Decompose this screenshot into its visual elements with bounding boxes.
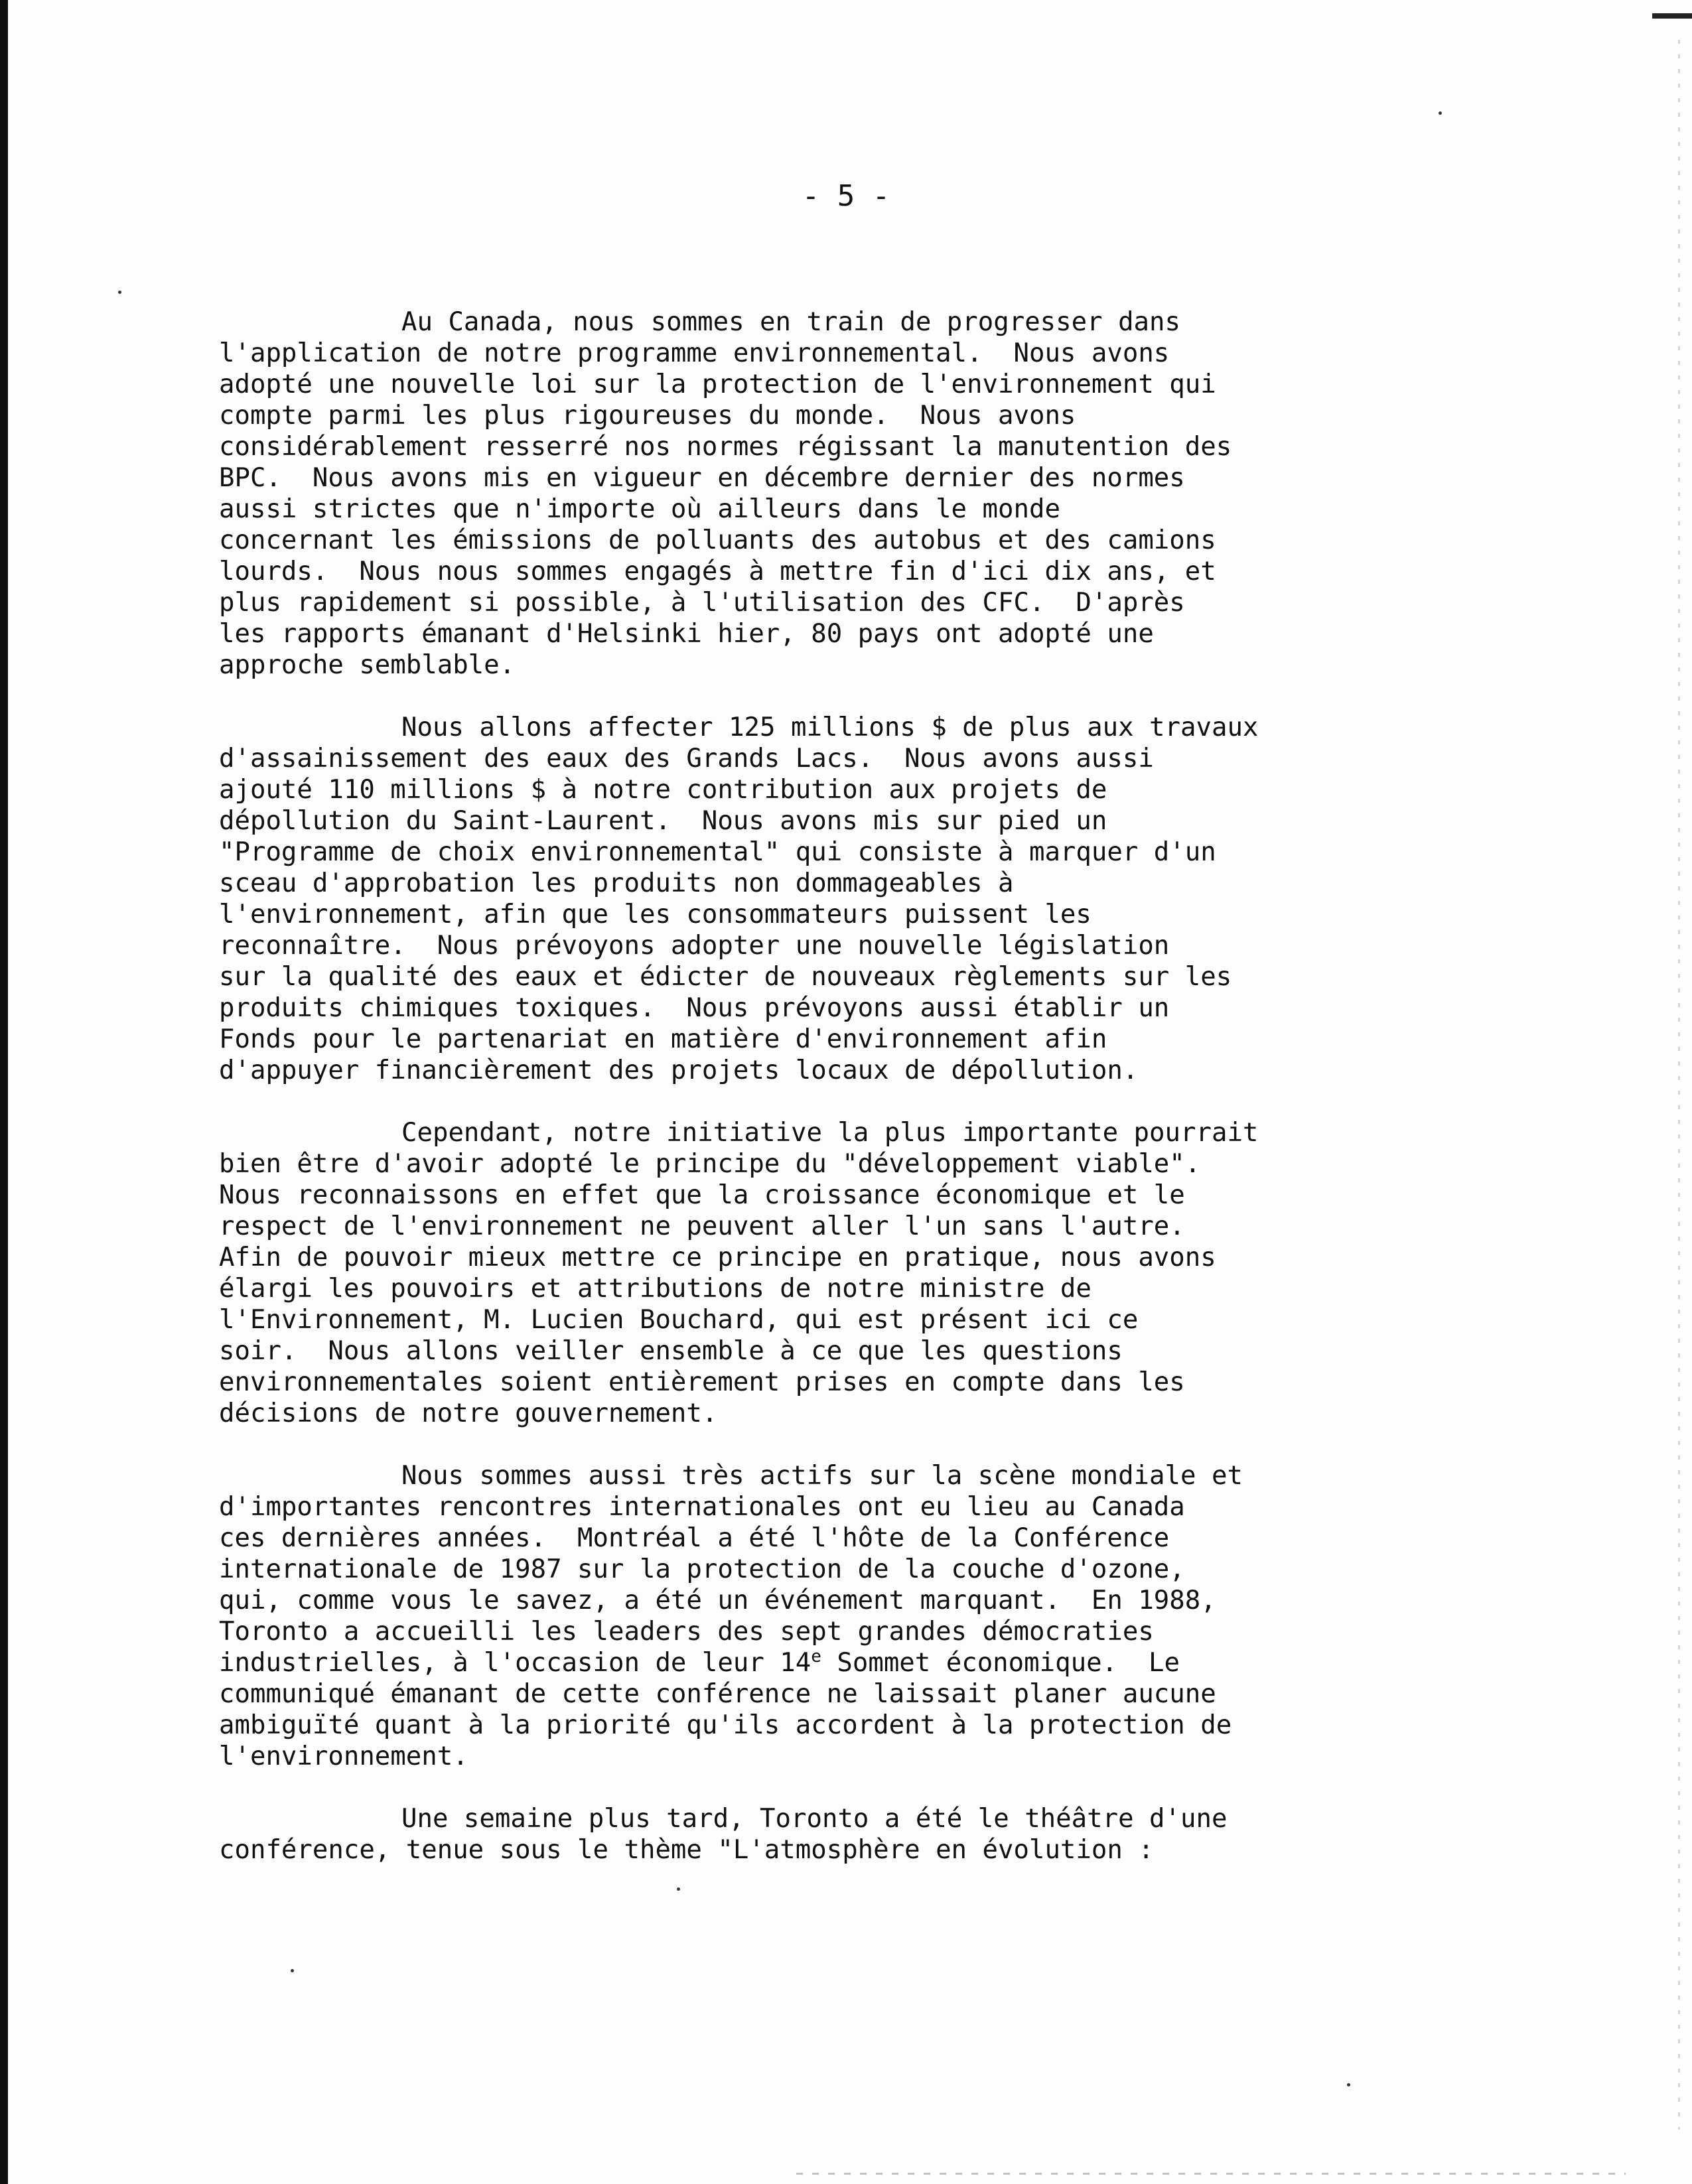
text-line: communiqué émanant de cette conférence ne laissait planer aucune (219, 1679, 1216, 1709)
scan-speck (291, 1969, 294, 1972)
text-line: considérablement resserré nos normes régissant la manutention des (219, 432, 1232, 462)
text-line: conférence, tenue sous le thème "L'atmosphère en évolution : (219, 1835, 1154, 1865)
text-line: Nous reconnaissons en effet que la croissance économique et le (219, 1180, 1185, 1210)
text-line: ambiguïté quant à la priorité qu'ils accordent à la protection de (219, 1710, 1232, 1740)
body-text (219, 307, 1480, 1897)
text-line: Nous sommes aussi très actifs sur la scène mondiale et (401, 1461, 1243, 1491)
scan-speck (118, 291, 121, 294)
text-line: adopté une nouvelle loi sur la protection de l'environnement qui (219, 370, 1216, 399)
text-line: l'application de notre programme environnemental. Nous avons (219, 338, 1170, 368)
text-line: approche semblable. (219, 650, 516, 680)
ordinal-superscript: e (811, 1647, 821, 1667)
text-line: "Programme de choix environnemental" qui consiste à marquer d'un (219, 837, 1216, 867)
text-line: les rapports émanant d'Helsinki hier, 80 pays ont adopté une (219, 619, 1154, 649)
paragraph-2 (219, 712, 1480, 1086)
scan-left-border (0, 0, 8, 2184)
text-line: lourds. Nous nous sommes engagés à mettre fin d'ici dix ans, et (219, 557, 1216, 586)
text-line: d'importantes rencontres internationales ont eu lieu au Canada (219, 1492, 1185, 1522)
text-line: plus rapidement si possible, à l'utilisation des CFC. D'après (219, 588, 1185, 618)
text-line: sceau d'approbation les produits non dommageables à (219, 868, 1014, 898)
scan-bottom-edge (796, 2173, 1626, 2175)
text-line: l'environnement. (219, 1741, 468, 1771)
scan-speck (1347, 2083, 1350, 2086)
text-line-with-superscript (219, 1647, 1480, 1678)
text-line: décisions de notre gouvernement. (219, 1399, 718, 1428)
text-line: l'Environnement, M. Lucien Bouchard, qui est présent ici ce (219, 1305, 1139, 1335)
text-line: compte parmi les plus rigoureuses du monde. Nous avons (219, 401, 1076, 431)
text-line: Nous allons affecter 125 millions $ de plus aux travaux (401, 713, 1259, 742)
text-line: d'appuyer financièrement des projets locaux de dépollution. (219, 1056, 1139, 1085)
text-line: soir. Nous allons veiller ensemble à ce que les questions (219, 1336, 1123, 1366)
text-line: bien être d'avoir adopté le principe du "développement viable". (219, 1149, 1201, 1179)
paragraph-3 (219, 1117, 1480, 1429)
paragraph-5 (219, 1803, 1480, 1866)
paragraph-4 (219, 1460, 1480, 1772)
text-line: Cependant, notre initiative la plus importante pourrait (401, 1118, 1259, 1148)
text-line: qui, comme vous le savez, a été un événement marquant. En 1988, (219, 1586, 1216, 1615)
text-line: internationale de 1987 sur la protection de la couche d'ozone, (219, 1554, 1185, 1584)
scan-right-mark (1652, 13, 1692, 19)
text-line: Toronto a accueilli les leaders des sept grandes démocraties (219, 1617, 1154, 1647)
text-line: environnementales soient entièrement prises en compte dans les (219, 1367, 1185, 1397)
text-line: BPC. Nous avons mis en vigueur en décembre dernier des normes (219, 463, 1185, 493)
page-number: - 5 - (802, 179, 890, 213)
text-fragment: industrielles, à l'occasion de leur 14 (219, 1648, 811, 1678)
text-line: élargi les pouvoirs et attributions de notre ministre de (219, 1274, 1092, 1304)
text-line: ajouté 110 millions $ à notre contribution aux projets de (219, 775, 1107, 805)
text-fragment: Sommet économique. Le (821, 1648, 1180, 1678)
text-line: ces dernières années. Montréal a été l'hôte de la Conférence (219, 1523, 1170, 1553)
text-line: reconnaître. Nous prévoyons adopter une nouvelle législation (219, 931, 1170, 961)
scan-speck (1439, 111, 1442, 115)
text-line: concernant les émissions de polluants des autobus et des camions (219, 525, 1216, 555)
text-line: Fonds pour le partenariat en matière d'environnement afin (219, 1024, 1107, 1054)
text-line: respect de l'environnement ne peuvent aller l'un sans l'autre. (219, 1211, 1185, 1241)
paragraph-1 (219, 307, 1480, 681)
text-line: d'assainissement des eaux des Grands Lacs. Nous avons aussi (219, 744, 1154, 774)
text-line: Afin de pouvoir mieux mettre ce principe en pratique, nous avons (219, 1243, 1216, 1272)
text-line: sur la qualité des eaux et édicter de nouveaux règlements sur les (219, 962, 1232, 992)
text-line: Une semaine plus tard, Toronto a été le théâtre d'une (401, 1804, 1228, 1834)
text-line: dépollution du Saint-Laurent. Nous avons mis sur pied un (219, 806, 1107, 836)
text-line: produits chimiques toxiques. Nous prévoyons aussi établir un (219, 993, 1170, 1023)
text-line: l'environnement, afin que les consommateurs puissent les (219, 900, 1092, 929)
text-line: Au Canada, nous sommes en train de progresser dans (401, 307, 1180, 337)
scan-right-edge (1678, 40, 1680, 2130)
text-line: aussi strictes que n'importe où ailleurs dans le monde (219, 494, 1060, 524)
